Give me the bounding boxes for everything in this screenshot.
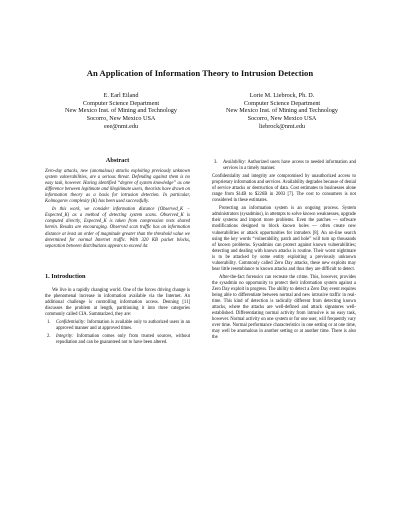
author-email: liebrock@nmt.edu: [258, 122, 306, 130]
list-item-label: Confidentiality:: [56, 319, 86, 325]
author-department: Computer Science Department: [243, 99, 321, 107]
author-department: Computer Science Department: [82, 99, 160, 107]
abstract-paragraph: Zero-day attacks, new (anomalous) attacks exploiting previously unknown system vulnerabilities, are a serious threat. Defending against them is no easy task, however. Having identified “degree of system knowledge” as one difference between legitimate and illegitimate users, theorists have drawn on information theory as a basis for intrusion detection. In particular, Kolmogorov complexity (K) has been used successfully.: [45, 169, 190, 205]
list-item-label: Integrity:: [56, 334, 74, 340]
list-item: [45, 334, 190, 346]
list-item-number: 2.: [47, 334, 51, 340]
author-location: Socorro, New Mexico USA: [86, 115, 156, 123]
right-column: [212, 158, 356, 343]
list-item: [45, 320, 190, 332]
list-item-number: 1.: [47, 319, 51, 325]
author-institution: New Mexico Inst. of Mining and Technology: [225, 107, 338, 115]
author-location: Socorro, New Mexico USA: [247, 115, 317, 123]
abstract-paragraph: In this work, we consider information distance (Observed_K − Expected_K) as a method of detecting system scans. Observed_K is computed directly, Expected_K is taken from compression tests shared herein. Results are encouraging. Observed scan traffic has an information distance at least an order of magnitude greater than the threshold value we determined for normal Internet traffic. With 320 KB packet blocks, separation between distributions appears to exceed 4σ.: [45, 207, 190, 249]
author-block-1: [46, 92, 196, 131]
author-name: Lorie M. Liebrock, Ph. D.: [249, 92, 315, 99]
list-item-text: Information comes only from trusted sources, without repudiation and can be guaranteed not to have been altered.: [56, 334, 191, 346]
left-column: [45, 158, 190, 348]
body-paragraph: After-the-fact forensics can recreate the crime. This, however, provides the sysadmin no opportunity to protect their information system against a Zero Day exploit in progress. The ability to detect a Zero Day event requires being able to differentiate between normal and new intrusive traffic in real-time. This kind of detection is radically different from detecting known attacks, where the attacks are well-defined and attack signatures well-established. Differentiating normal activity from intrusive is no easy task, however. Normal activity on one system or for one user, will frequently vary over time. Normal performance characteristics in one setting or at one time, may well be anomalous in another setting or at another time. There is also the: [212, 274, 356, 341]
paper-title: An Application of Information Theory to Intrusion Detection: [86, 68, 314, 78]
intro-paragraph: We live in a rapidly changing world. One of the forces driving change is the phenomenal increase in information available via the Internet. An additional challenge is controlling information access. Denning [11] discusses the problem at length, partitioning it into three categories commonly called CIA. Summarized, they are:: [45, 287, 190, 317]
section-heading-introduction: 1. Introduction: [45, 272, 86, 280]
abstract-heading: Abstract: [105, 157, 130, 164]
list-item: [212, 160, 356, 172]
body-paragraph: Confidentiality and integrity are compromised by unauthorized access to proprietary information and services. Availability degrades because of denial of service attacks or destruction of data. Cost estimates to businesses alone range from $14B to $226B in 2003 [7]. The cost to consumers is not considered in these estimates.: [212, 174, 357, 204]
list-item-text: Authorized users have access to needed information and services in a timely manner.: [223, 160, 357, 172]
author-institution: New Mexico Inst. of Mining and Technology: [64, 107, 177, 115]
list-item-text: Information is available only to authorized users in an approved manner and at approved times.: [56, 319, 191, 331]
list-item-number: 3.: [214, 160, 218, 165]
author-block-2: [207, 92, 357, 131]
list-item-label: Availability:: [223, 160, 247, 165]
author-email: eee@nmt.edu: [103, 122, 139, 130]
abstract-body: [45, 169, 190, 250]
body-paragraph: Protecting an information system is an ongoing process. System administrators (sysadmins), in attempts to solve known weaknesses, upgrade their systems and import more problems. Even the patches — software modifications designed to block known holes — often create new vulnerabilities or attack opportunities for intruders [8]. An on-line search using the key words “vulnerability, patch and hole” will turn up thousands of known problems. Sysadmins can protect against known vulnerabilities; detecting and dealing with known attacks is routine. Their worst nightmare is to be attacked by some entity exploiting a previously unknown vulnerability. Commonly called Zero Day attacks, these new exploits may bear little resemblance to known attacks and thus they are difficult to detect.: [212, 206, 356, 272]
author-name: E. Earl Eiland: [103, 92, 139, 99]
